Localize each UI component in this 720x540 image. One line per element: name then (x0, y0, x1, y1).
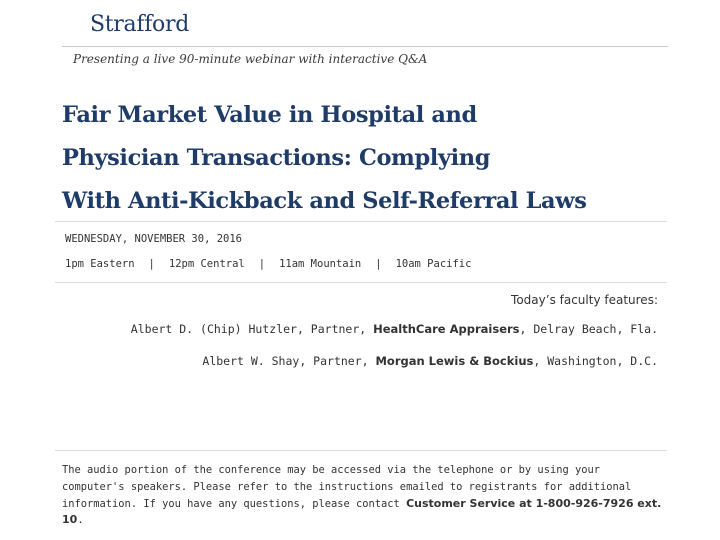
time-pacific: 10am Pacific (395, 258, 472, 270)
time-separator: | (258, 258, 266, 270)
audio-text: The audio portion of the conference may be accessed via the telephone or by using your computer's speakers. Please refer to the instructions emailed to registrants for additional information. If you have any questions, please contact (62, 464, 632, 510)
faculty-name-title: Albert W. Shay, Partner, (202, 354, 376, 368)
webinar-times (65, 258, 471, 270)
customer-service-contact: Customer Service at 1-800-926-7926 ext. 10 (62, 496, 662, 527)
webinar-date: WEDNESDAY, NOVEMBER 30, 2016 (65, 233, 243, 245)
title-line-3: With Anti-Kickback and Self-Referral Laws (62, 188, 587, 214)
strafford-logo: Strafford (90, 12, 189, 37)
time-separator: | (375, 258, 382, 270)
header-divider (62, 46, 668, 47)
time-separator: | (148, 258, 155, 270)
title-divider (55, 221, 667, 222)
webinar-title (62, 94, 682, 223)
faculty-organization: Morgan Lewis & Bockius (375, 354, 534, 368)
title-line-2: Physician Transactions: Complying (62, 145, 491, 171)
audio-instructions (62, 462, 662, 529)
webinar-tagline: Presenting a live 90-minute webinar with interactive Q&A (73, 52, 428, 66)
audio-end: . (77, 514, 84, 527)
faculty-member-hutzler (131, 322, 658, 336)
faculty-location: , Washington, D.C. (533, 354, 658, 368)
title-line-1: Fair Market Value in Hospital and (62, 102, 477, 128)
times-divider (55, 282, 667, 283)
time-central: 12pm Central (168, 258, 245, 270)
faculty-organization: HealthCare Appraisers (373, 322, 520, 336)
faculty-heading: Today’s faculty features: (511, 293, 658, 307)
faculty-location: , Delray Beach, Fla. (519, 322, 658, 336)
time-eastern: 1pm Eastern (65, 258, 135, 270)
audio-divider (55, 450, 667, 451)
faculty-member-shay (202, 354, 658, 368)
faculty-name-title: Albert D. (Chip) Hutzler, Partner, (130, 322, 374, 336)
time-mountain: 11am Mountain (279, 258, 362, 270)
